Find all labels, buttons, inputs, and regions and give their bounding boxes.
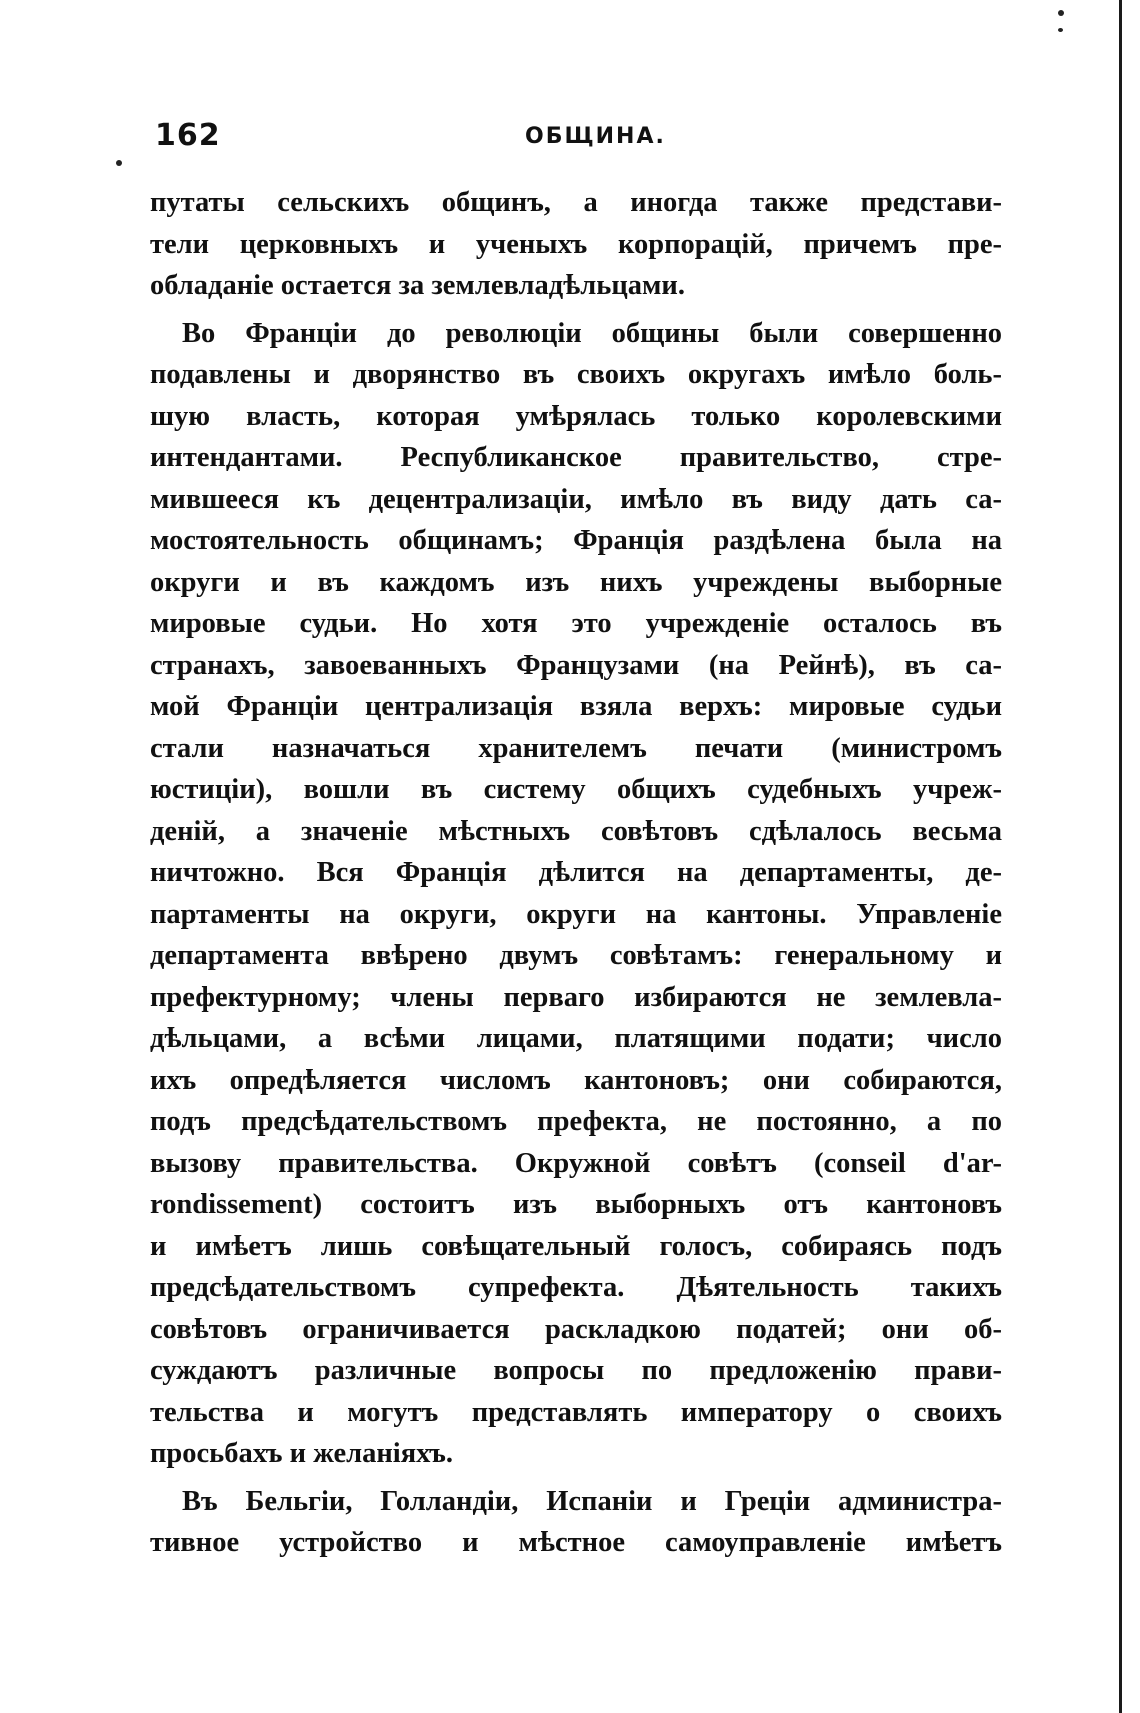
- text-line: rondissement) состоитъ изъ выборныхъ отъ кантоновъ: [150, 1189, 1002, 1220]
- text-line: мой Франціи централизація взяла верхъ: мировые судьи: [150, 691, 1002, 722]
- text-line: суждаютъ различные вопросы по предложенію прави-: [150, 1355, 1002, 1386]
- text-line: мостоятельность общинамъ; Франція раздѣлена была на: [150, 525, 1002, 556]
- text-line: ничтожно. Вся Франція дѣлится на департаменты, де-: [150, 857, 1002, 888]
- text-line: юстиціи), вошли въ систему общихъ судебныхъ учреж-: [150, 774, 1002, 805]
- text-line: Во Франціи до революціи общины были совершенно: [182, 317, 1002, 349]
- text-line: дѣльцами, а всѣми лицами, платящими подати; число: [150, 1023, 1002, 1054]
- text-line: подъ предсѣдательствомъ префекта, не постоянно, а по: [150, 1106, 1002, 1137]
- text-line: вызову правительства. Окружной совѣтъ (conseil d'ar-: [150, 1147, 1002, 1179]
- text-line: деній, а значеніе мѣстныхъ совѣтовъ сдѣлалось весьма: [150, 815, 1002, 847]
- text-line: партаменты на округи, округи на кантоны. Управленіе: [150, 898, 1002, 930]
- text-line: странахъ, завоеванныхъ Французами (на Рейнѣ), въ са-: [150, 649, 1002, 681]
- text-line: подавлены и дворянство въ своихъ округахъ имѣло боль-: [150, 359, 1002, 390]
- scan-speck: [1058, 10, 1064, 16]
- text-line: обладаніе остается за землевладѣльцами.: [150, 270, 685, 301]
- paragraph: [150, 182, 1002, 307]
- text-line: стали назначаться хранителемъ печати (министромъ: [150, 732, 1002, 764]
- page-header: [155, 118, 985, 164]
- text-line: и имѣетъ лишь совѣщательный голосъ, собираясь подъ: [150, 1230, 1002, 1262]
- text-line: совѣтовъ ограничивается раскладкою податей; они об-: [150, 1313, 1002, 1345]
- text-line: путаты сельскихъ общинъ, а иногда также представи-: [150, 187, 1002, 218]
- text-line: шую власть, которая умѣрялась только королевскими: [150, 400, 1002, 432]
- text-line: департамента ввѣрено двумъ совѣтамъ: генеральному и: [150, 940, 1002, 971]
- text-line: округи и въ каждомъ изъ нихъ учреждены выборные: [150, 566, 1002, 598]
- text-line: предсѣдательствомъ супрефекта. Дѣятельность такихъ: [150, 1272, 1002, 1303]
- text-line: тели церковныхъ и ученыхъ корпорацій, причемъ пре-: [150, 228, 1002, 260]
- paragraph: [150, 1481, 1002, 1564]
- page-edge-line: [1119, 0, 1122, 1713]
- scan-speck: [1058, 28, 1063, 32]
- scan-speck: [116, 160, 122, 166]
- text-line: тивное устройство и мѣстное самоуправленіе имѣетъ: [150, 1527, 1002, 1558]
- page-number: 162: [155, 118, 221, 153]
- text-line: интендантами. Республиканское правительство, стре-: [150, 442, 1002, 473]
- text-line: мившееся къ децентрализаціи, имѣло въ виду дать са-: [150, 483, 1002, 515]
- running-head: ОБЩИНА.: [525, 124, 666, 149]
- paragraph: [150, 313, 1002, 1475]
- text-line: Въ Бельгіи, Голландіи, Испаніи и Греціи администра-: [182, 1485, 1002, 1517]
- text-line: префектурному; члены перваго избираются не землевла-: [150, 981, 1002, 1013]
- text-line: мировые судьи. Но хотя это учрежденіе осталось въ: [150, 608, 1002, 639]
- body-text: [150, 182, 1002, 1564]
- text-line: тельства и могутъ представлять императору о своихъ: [150, 1396, 1002, 1428]
- text-line: ихъ опредѣляется числомъ кантоновъ; они собираются,: [150, 1064, 1002, 1096]
- text-line: просьбахъ и желаніяхъ.: [150, 1438, 454, 1469]
